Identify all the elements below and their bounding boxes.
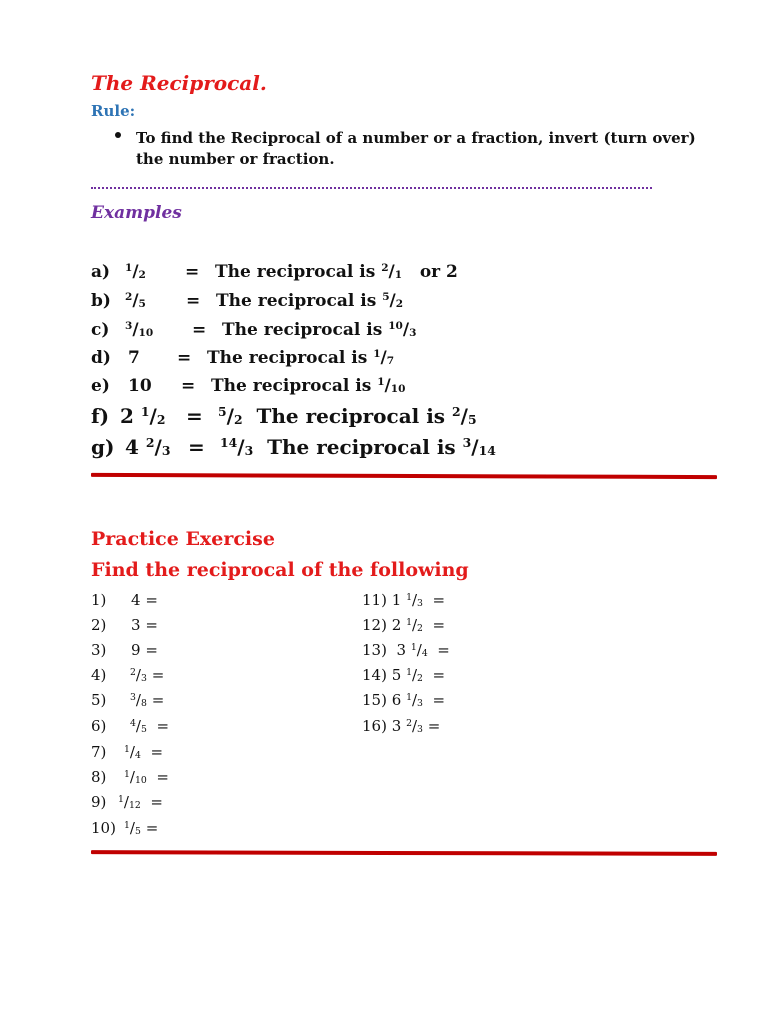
practice-item-6: 6) $^4/_5$ =	[91, 717, 170, 735]
practice-item-15: 15) 6 $^1/_3$ =	[362, 691, 446, 709]
practice-item-10: 10) $^1/_5$ =	[91, 819, 159, 837]
practice-item-11: 11) 1 $^1/_3$ =	[362, 591, 446, 609]
dotted-separator	[91, 187, 652, 189]
given-fraction: $^1/_2$	[125, 262, 146, 282]
example-label: f)	[91, 404, 110, 428]
given-fraction: $^2/_5$	[125, 291, 146, 311]
given-number: 10	[128, 376, 152, 396]
equals-sign: =	[186, 291, 201, 311]
given-mixed-number: 2 $^1/_2$	[120, 404, 166, 428]
practice-item-3: 3) 9 =	[91, 641, 158, 659]
example-label: c)	[91, 320, 110, 340]
practice-item-16: 16) 3 $^2/_3$ =	[362, 717, 441, 735]
example-label: d)	[91, 348, 111, 368]
practice-subtitle: Find the reciprocal of the following	[91, 559, 469, 581]
practice-item-13: 13) 3 $^1/_4$ =	[362, 641, 450, 659]
example-label: b)	[91, 291, 111, 311]
practice-item-5: 5) $^3/_8$ =	[91, 691, 165, 709]
practice-item-7: 7) $^1/_4$ =	[91, 743, 164, 761]
practice-item-9: 9) $^1/_{12}$ =	[91, 793, 163, 811]
reciprocal-statement: $^{14}/_3$ The reciprocal is $^3/_{14}$	[220, 435, 496, 459]
example-label: e)	[91, 376, 110, 396]
practice-title: Practice Exercise	[91, 528, 275, 550]
reciprocal-statement: The reciprocal is $^5/_2$	[216, 291, 404, 311]
reciprocal-statement: The reciprocal is $^1/_7$	[207, 348, 395, 368]
equals-sign: =	[185, 262, 200, 282]
given-number: 7	[128, 348, 140, 368]
bullet-dot-icon	[115, 132, 121, 138]
page-title: The Reciprocal.	[91, 71, 267, 95]
given-fraction: $^3/_{10}$	[125, 320, 154, 340]
practice-item-14: 14) 5 $^1/_2$ =	[362, 666, 446, 684]
reciprocal-statement: $^5/_2$ The reciprocal is $^2/_5$	[218, 404, 477, 428]
red-divider-line-bottom	[91, 850, 717, 856]
rule-heading: Rule:	[91, 102, 136, 120]
reciprocal-statement: The reciprocal is $^1/_{10}$	[211, 376, 406, 396]
rule-text: To find the Reciprocal of a number or a fraction, invert (turn over) the number or fraction.	[136, 129, 696, 168]
reciprocal-statement: The reciprocal is $^2/_1$ or 2	[215, 262, 458, 282]
practice-item-4: 4) $^2/_3$ =	[91, 666, 165, 684]
equals-sign: =	[177, 348, 192, 368]
red-divider-line	[91, 473, 717, 479]
equals-sign: =	[181, 376, 196, 396]
equals-sign: =	[188, 435, 205, 459]
given-mixed-number: 4 $^2/_3$	[125, 435, 171, 459]
practice-item-12: 12) 2 $^1/_2$ =	[362, 616, 446, 634]
practice-item-1: 1) 4 =	[91, 591, 158, 609]
equals-sign: =	[186, 404, 203, 428]
reciprocal-statement: The reciprocal is $^{10}/_3$	[222, 320, 417, 340]
examples-heading: Examples	[91, 203, 182, 223]
example-label: a)	[91, 262, 111, 282]
equals-sign: =	[192, 320, 207, 340]
example-label: g)	[91, 435, 115, 459]
practice-item-2: 2) 3 =	[91, 616, 158, 634]
practice-item-8: 8) $^1/_{10}$ =	[91, 768, 169, 786]
